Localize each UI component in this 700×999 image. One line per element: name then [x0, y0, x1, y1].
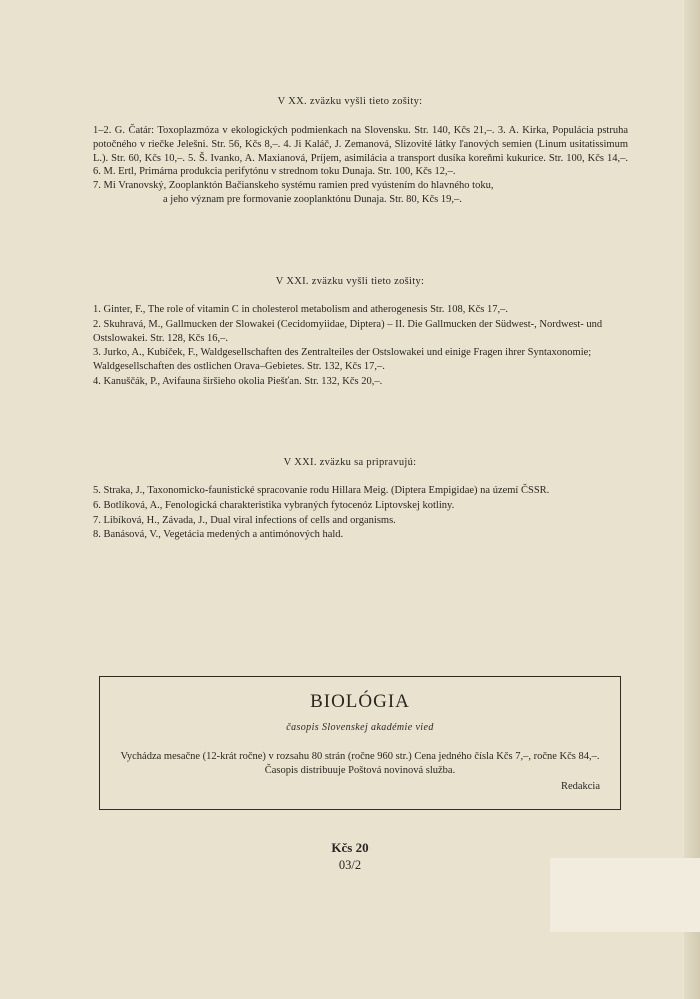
list-item: 6. Botlíková, A., Fenologická charakteristika vybraných fytocenóz Liptovskej kotliny.: [93, 499, 455, 511]
list-item: 3. Jurko, A., Kubíček, F., Waldgesellschaften des Zentralteiles der Ostslowakei und einige Fragen ihrer Syntaxonomie; Waldgesellschaften des ostlichen Orava–Gebietes. Str. 132, Kčs 17,–.: [93, 347, 592, 373]
section-xxi-published-heading: V XXI. zväzku vyšli tieto zošity:: [275, 276, 425, 287]
section-xx-text: 1–2. G. Čatár: Toxoplazmóza v ekologických podmienkach na Slovensku. Str. 140, Kčs 21,–. 3. A. Kirka, Populácia pstruha potočného v riečke Jelešni. Str. 56, Kčs 8,–. 4. Ji Kaláč, J. Zemanová, Slizovité látky ľanových semien (Linum usitatissimum L.). Str. 60, Kčs 10,–. 5. Š. Ivanko, A. Maxianová, Príjem, asimilácia a transport dusíka koreňmi kukurice. Str. 100, Kčs 14,–. 6. M. Ertl, Primárna produkcia perifytónu v strednom toku Dunaja. Str. 100, Kčs 12,–.: [93, 125, 628, 178]
list-item: 5. Straka, J., Taxonomicko-faunistické spracovanie rodu Hillara Meig. (Diptera Empigidae) na území ČSSR.: [93, 485, 550, 496]
journal-info-box: [99, 676, 621, 810]
list-item: 1. Ginter, F., The role of vitamin C in cholesterol metabolism and atherogenesis Str. 108, Kčs 17,–.: [93, 304, 508, 315]
section-xx-heading: V XX. zväzku vyšli tieto zošity:: [277, 96, 423, 107]
section-xxi-prepared-heading: V XXI. zväzku sa pripravujú:: [283, 457, 417, 468]
list-item: 2. Skuhravá, M., Gallmucken der Slowakei (Cecidomyiidae, Diptera) – II. Die Gallmucken der Südwest-, Nordwest- und Ostslowakei. Str. 128, Kčs 16,–.: [93, 318, 603, 344]
section-xxi-published-list: [93, 303, 628, 390]
list-item: 8. Banásová, V., Vegetácia medených a antimónových hald.: [93, 529, 344, 541]
journal-subtitle: časopis Slovenskej akadémie vied: [286, 722, 434, 733]
journal-title: BIOLÓGIA: [310, 691, 410, 712]
list-item: 4. Kanuščák, P., Avifauna širšieho okolia Piešťan. Str. 132, Kčs 20,–.: [93, 375, 383, 387]
section-xx-item-7: 7. Mi Vranovský, Zooplanktón Bačianskeho systému ramien pred vyústením do hlavného toku,: [93, 180, 494, 192]
issue-code: 03/2: [338, 858, 362, 872]
journal-description: Vychádza mesačne (12-krát ročne) v rozsahu 80 strán (ročne 960 str.) Cena jedného čísla Kčs 7,–, ročne Kčs 84,–. Časopis distribuuje Poštová novinová služba.: [120, 751, 600, 776]
list-item: 7. Libíková, H., Závada, J., Dual viral infections of cells and organisms.: [93, 514, 396, 526]
price-label: Kčs 20: [331, 840, 369, 855]
section-xxi-prepared-list: [93, 484, 628, 543]
section-xx-list: [93, 124, 628, 207]
journal-signature: Redakcia: [560, 781, 600, 792]
section-xx-item-7-cont: a jeho význam pre formovanie zooplanktónu Dunaja. Str. 80, Kčs 19,–.: [163, 193, 462, 205]
